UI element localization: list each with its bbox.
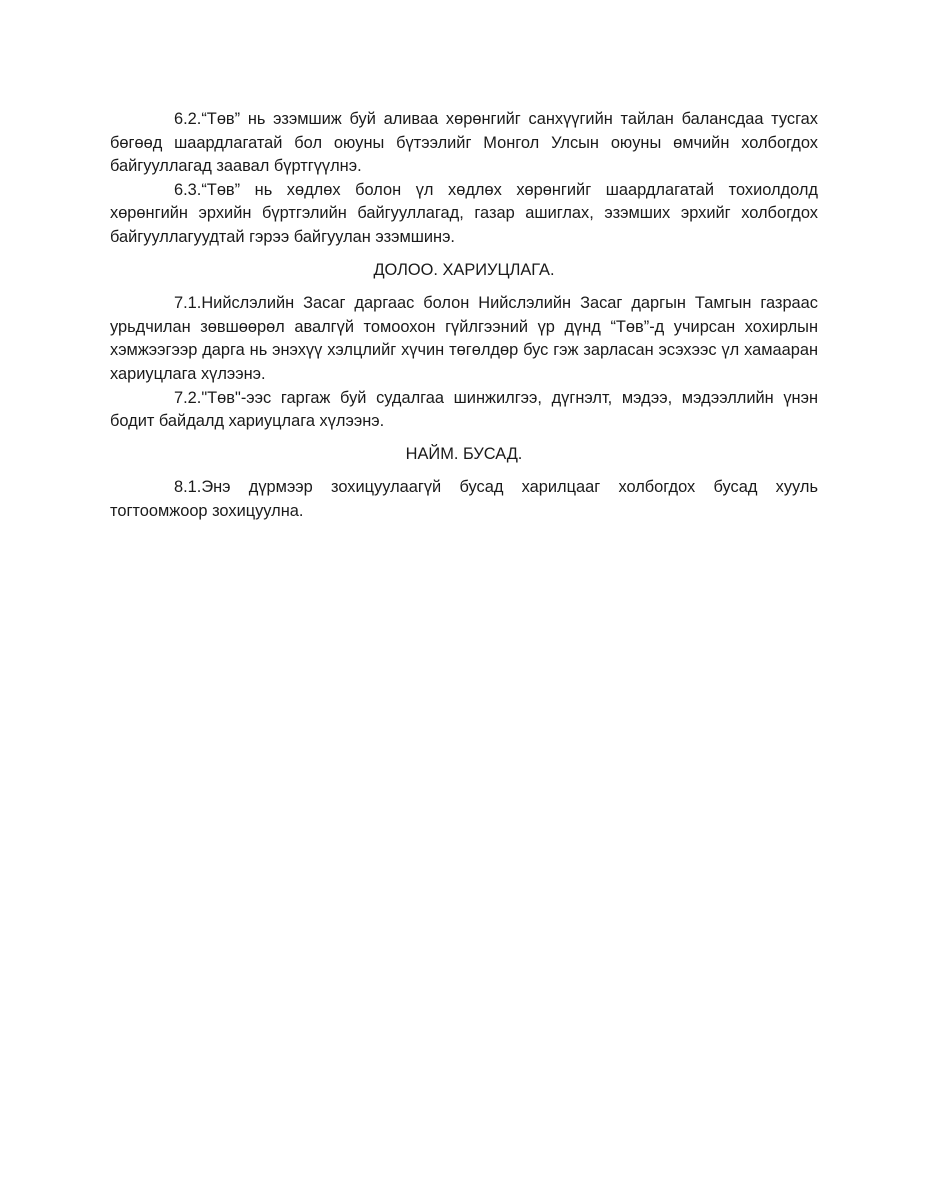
paragraph-number: 8.1. xyxy=(174,478,202,497)
paragraph-text: "Төв"-ээс гаргаж буй судалгаа шинжилгээ, дүгнэлт, мэдээ, мэдээллийн үнэн бодит байдалд хариуцлага хүлээнэ. xyxy=(110,388,818,431)
paragraph-8-1 xyxy=(110,476,818,523)
section-heading-7: ДОЛОО. ХАРИУЦЛАГА. xyxy=(373,260,555,279)
paragraph-text: “Төв” нь хөдлөх болон үл хөдлөх хөрөнгийг шаардлагатай тохиолдолд хөрөнгийн эрхийн бүртгэлийн байгууллагад, газар ашиглах, эзэмших эрхийг холбогдох байгууллагуудтай гэрээ байгуулан эзэмшинэ. xyxy=(110,180,818,246)
paragraph-6-2 xyxy=(110,108,818,179)
paragraph-7-2 xyxy=(110,387,818,434)
paragraph-number: 7.1. xyxy=(174,294,202,313)
paragraph-text: Энэ дүрмээр зохицуулаагүй бусад харилцааг холбогдох бусад хууль тогтоомжоор зохицуулна. xyxy=(110,478,818,520)
document-page xyxy=(110,108,818,524)
paragraph-number: 7.2. xyxy=(174,388,202,407)
paragraph-text: Нийслэлийн Засаг даргаас болон Нийслэлийн Засаг даргын Тамгын газраас урьдчилан зөвшөөрөл авалгүй томоохон гүйлгээний үр дүнд “Төв”-д учирсан хохирлын хэмжээгээр дарга нь энэхүү хэлцлийг хүчин төгөлдөр бус гэж зарласан эсэхээс үл хамааран хариуцлага хүлээнэ. xyxy=(110,294,818,383)
paragraph-6-3 xyxy=(110,179,818,250)
paragraph-number: 6.2. xyxy=(174,110,202,128)
paragraph-number: 6.3. xyxy=(174,180,202,199)
paragraph-7-1 xyxy=(110,292,818,386)
section-heading-8: НАЙМ. БУСАД. xyxy=(405,444,523,463)
paragraph-text: “Төв” нь эзэмшиж буй аливаа хөрөнгийг санхүүгийн тайлан балансдаа тусгах бөгөөд шаардлагатай бол оюуны бүтээлийг Монгол Улсын оюуны өмчийн холбогдох байгууллагад заавал бүртгүүлнэ. xyxy=(110,110,818,176)
